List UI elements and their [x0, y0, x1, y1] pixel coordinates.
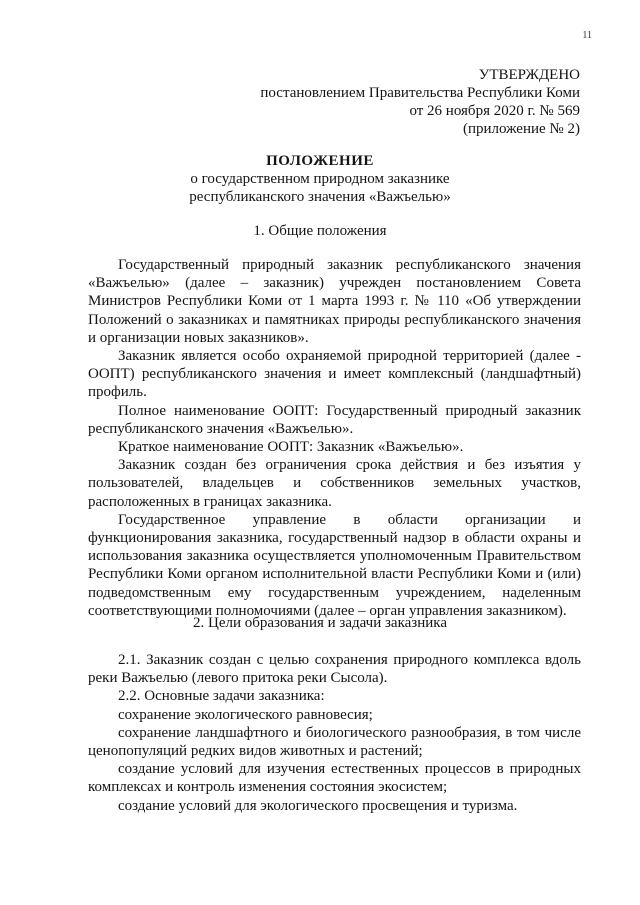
task-list-item: создание условий для изучения естественных процессов в природных комплексах и контроль изменения состояния экосистем;	[88, 761, 581, 796]
approval-line-4: (приложение № 2)	[462, 121, 580, 137]
document-title-block	[0, 152, 640, 206]
page-number: 11	[582, 30, 592, 41]
approval-line-2: постановлением Правительства Республики Коми	[260, 85, 580, 101]
section-1-heading: 1. Общие положения	[253, 223, 387, 239]
task-list-item: создание условий для экологического просвещения и туризма.	[118, 797, 518, 814]
section-1-paragraph: Государственное управление в области организации и функционирования заказника, государственный надзор в области охраны и использования заказника осуществляется уполномоченным Правительством Республики Коми органом исполнительной власти Республики Коми и (или) подведомственным ему государственным учреждением, наделенным соответствующими полномочиями (далее – орган управления заказником).	[88, 511, 581, 619]
task-list-item: сохранение экологического равновесия;	[118, 706, 373, 723]
document-title: ПОЛОЖЕНИЕ	[266, 153, 374, 169]
section-1-paragraph: Полное наименование ООПТ: Государственный природный заказник республиканского значения «Важъелью».	[88, 402, 581, 437]
section-2-paragraph: 2.1. Заказник создан с целью сохранения природного комплекса вдоль реки Важъелью (левого притока реки Сысола).	[88, 652, 581, 687]
approval-block	[260, 66, 580, 138]
section-2-paragraph: 2.2. Основные задачи заказника:	[118, 688, 325, 705]
section-2-heading: 2. Цели образования и задачи заказника	[193, 615, 447, 631]
section-1-paragraph: Государственный природный заказник республиканского значения «Важъелью» (далее – заказник) учрежден постановлением Совета Министров Республики Коми от 1 марта 1993 г. № 110 «Об утверждении Положений о заказниках и памятниках природы республиканского значения и организации новых заказников».	[88, 257, 581, 346]
approval-line-1: УТВЕРЖДЕНО	[478, 67, 580, 83]
section-2-body	[88, 651, 581, 815]
section-1-paragraph: Заказник создан без ограничения срока действия и без изъятия у пользователей, владельцев и собственников земельных участков, расположенных в границах заказника.	[88, 457, 581, 510]
section-1-paragraph: Заказник является особо охраняемой природной территорией (далее - ООПТ) республиканского значения и имеет комплексный (ландшафтный) профиль.	[88, 348, 581, 401]
task-list-item: сохранение ландшафтного и биологического разнообразия, в том числе ценопопуляций редких видов животных и растений;	[88, 724, 581, 760]
approval-line-3: от 26 ноября 2020 г. № 569	[409, 103, 580, 119]
section-1-paragraph: Краткое наименование ООПТ: Заказник «Важъелью».	[118, 439, 464, 456]
section-1-body	[88, 256, 581, 620]
document-subtitle-1: о государственном природном заказнике	[190, 171, 450, 187]
document-subtitle-2: республиканского значения «Важъелью»	[189, 189, 451, 205]
